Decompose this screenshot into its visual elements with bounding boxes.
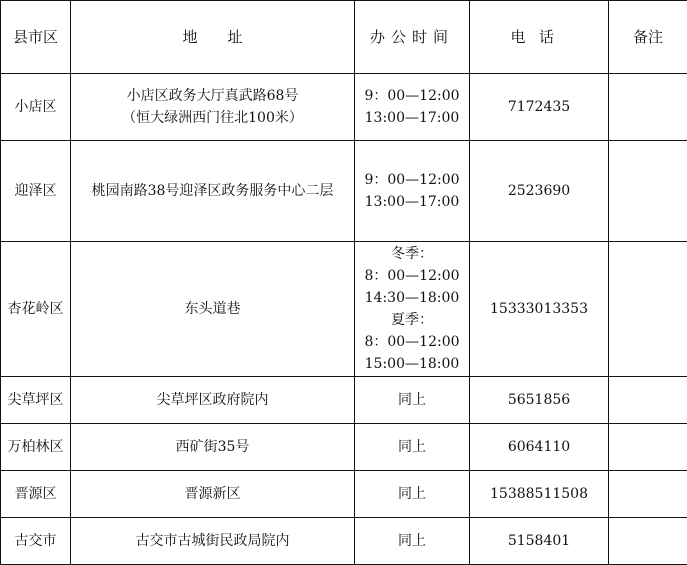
county-cell: 尖草坪区 (1, 377, 71, 424)
hours-line: 同上 (398, 439, 426, 455)
county-cell: 晋源区 (1, 471, 71, 518)
hours-cell (355, 141, 470, 242)
notes-cell (609, 471, 687, 518)
hours-line: 9：00—12:00 (364, 172, 460, 188)
hours-line: 同上 (398, 533, 426, 549)
hours-line: 15:00—18:00 (364, 356, 460, 372)
address-line: 小店区政务大厅真武路68号 (126, 88, 299, 104)
county-cell: 迎泽区 (1, 141, 71, 242)
phone-cell: 7172435 (470, 74, 609, 141)
address-line: 桃园南路38号迎泽区政务服务中心二层 (91, 183, 334, 199)
address-line: 古交市古城街民政局院内 (135, 533, 290, 549)
phone-cell: 5651856 (470, 377, 609, 424)
phone-cell: 2523690 (470, 141, 609, 242)
hours-cell (355, 242, 470, 377)
phone-cell: 15388511508 (470, 471, 609, 518)
address-line: 西矿街35号 (175, 439, 250, 455)
header-county: 县市区 (1, 1, 71, 74)
hours-line: 9：00—12:00 (364, 88, 460, 104)
county-cell: 小店区 (1, 74, 71, 141)
notes-cell (609, 242, 687, 377)
hours-line: 13:00—17:00 (364, 194, 460, 210)
hours-cell (355, 74, 470, 141)
hours-line: 8：00—12:00 (364, 334, 460, 350)
notes-cell (609, 518, 687, 565)
address-cell (71, 242, 355, 377)
address-cell (71, 424, 355, 471)
table-row (1, 424, 687, 471)
phone-cell: 6064110 (470, 424, 609, 471)
address-cell (71, 377, 355, 424)
hours-line: 同上 (398, 392, 426, 408)
hours-line: 冬季： (391, 246, 433, 262)
hours-line: 同上 (398, 486, 426, 502)
notes-cell (609, 74, 687, 141)
hours-cell (355, 377, 470, 424)
notes-cell (609, 424, 687, 471)
address-line: 尖草坪区政府院内 (156, 392, 269, 408)
table-row (1, 377, 687, 424)
hours-line: 13:00—17:00 (364, 110, 460, 126)
phone-cell: 5158401 (470, 518, 609, 565)
table-row (1, 471, 687, 518)
table-row (1, 518, 687, 565)
address-cell (71, 471, 355, 518)
table-row (1, 74, 687, 141)
address-cell (71, 141, 355, 242)
table-row (1, 141, 687, 242)
header-phone: 电话 (470, 1, 609, 74)
address-line: 东头道巷 (184, 301, 241, 317)
notes-cell (609, 377, 687, 424)
hours-line: 夏季： (391, 312, 433, 328)
address-cell (71, 74, 355, 141)
table-row (1, 242, 687, 377)
hours-line: 8：00—12:00 (364, 268, 460, 284)
address-line: 晋源新区 (184, 486, 241, 502)
hours-cell (355, 424, 470, 471)
county-cell: 万柏林区 (1, 424, 71, 471)
county-cell: 古交市 (1, 518, 71, 565)
header-notes: 备注 (609, 1, 687, 74)
hours-cell (355, 518, 470, 565)
hours-cell (355, 471, 470, 518)
header-row (1, 1, 687, 74)
header-hours: 办公时间 (355, 1, 470, 74)
hours-line: 14:30—18:00 (364, 290, 460, 306)
phone-cell: 15333013353 (470, 242, 609, 377)
notes-cell (609, 141, 687, 242)
header-address: 地 址 (71, 1, 355, 74)
address-line: （恒大绿洲西门往北100米） (122, 110, 303, 126)
county-cell: 杏花岭区 (1, 242, 71, 377)
address-cell (71, 518, 355, 565)
